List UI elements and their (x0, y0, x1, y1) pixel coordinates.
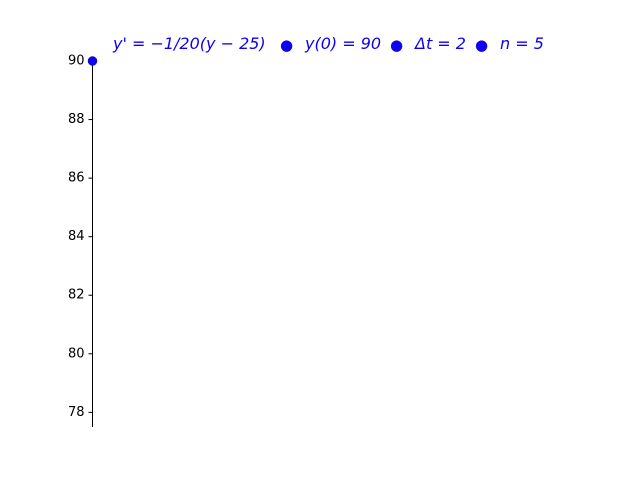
chart-title (112, 34, 544, 54)
y-tick-label: 82 (67, 287, 85, 303)
title-step-count: n = 5 (500, 34, 544, 53)
y-tick-label: 86 (67, 170, 85, 186)
title-initial-condition: y(0) = 90 (305, 34, 382, 53)
title-ode: y' = −1/20(y − 25) (113, 34, 266, 53)
title-bullet-2: ● (390, 36, 404, 54)
y-tick-label: 78 (67, 404, 85, 420)
y-tick-label: 90 (67, 53, 85, 69)
y-tick-label: 80 (67, 346, 85, 362)
y-tick-label: 84 (67, 229, 85, 245)
title-step-size: Δt = 2 (415, 34, 466, 53)
title-bullet-3: ● (475, 36, 489, 54)
data-points (88, 57, 97, 66)
title-bullet-1: ● (280, 36, 294, 54)
y-tick-label: 88 (67, 112, 85, 128)
data-point (88, 57, 97, 66)
